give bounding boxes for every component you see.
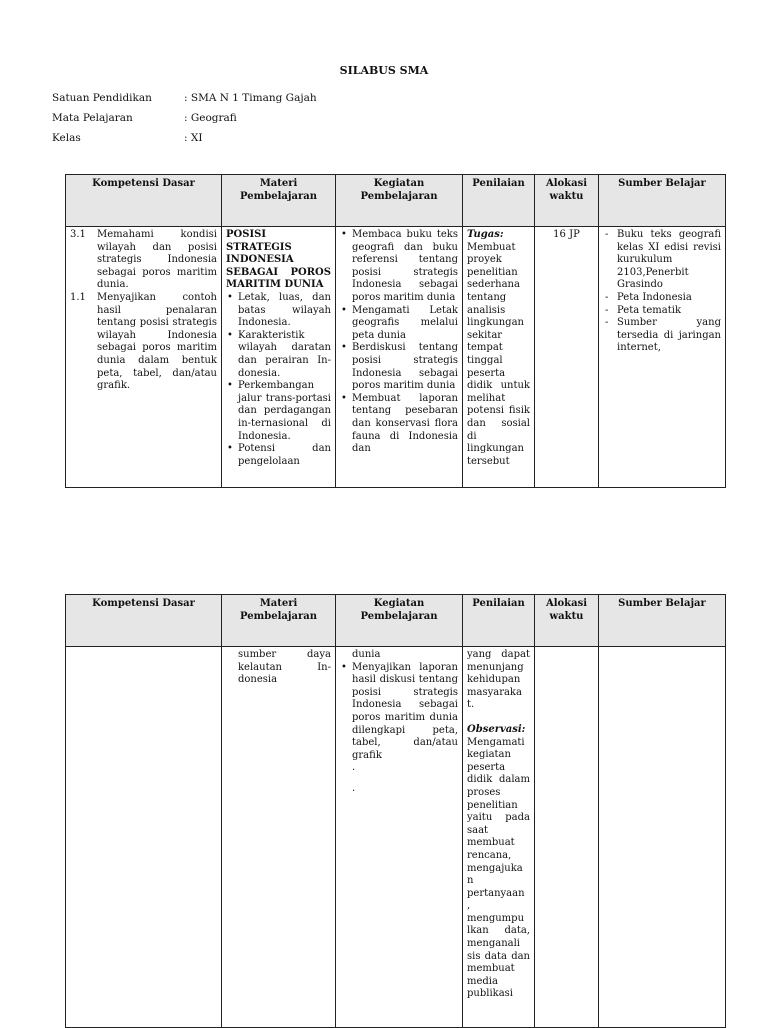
header-materi: Materi Pembelajaran [222,595,336,647]
cell-kompetensi-dasar [66,227,222,488]
list-item: • Potensi dan pengelolaan [226,443,331,468]
materi-list [226,292,331,468]
cell-penilaian [463,227,535,488]
kd-text: Menyajikan contoh hasil penalaran tentang posisi strategis wilayah Indonesia sebagai poros maritim dunia dalam bentuk peta, tabel, dan/atau grafik. [97,291,217,392]
meta-value: : SMA N 1 Timang Gajah [184,92,317,104]
penilaian-continuation: yang dapat menunjang kehidupan masyaraka t. [467,649,530,711]
meta-row-satuan [52,88,317,108]
cell-alokasi: 16 JP [535,227,599,488]
header-alokasi: Alokasi waktu [535,175,599,227]
list-item: • Membaca buku teks geografi dan buku referensi tentang posisi strategis Indonesia sebagai poros maritim dunia [340,229,458,305]
syllabus-table-1 [65,174,726,488]
kegiatan-list [340,662,458,763]
header-sumber: Sumber Belajar [599,175,726,227]
header-sumber: Sumber Belajar [599,595,726,647]
cell-sumber [599,227,726,488]
list-item: • Membuat laporan tentang pesebaran dan konservasi flora fauna di Indonesia dan [340,393,458,456]
meta-label: Kelas [52,132,81,144]
meta-label: Satuan Pendidikan [52,92,152,104]
kegiatan-dot: . [352,762,356,774]
table-row [66,227,726,488]
kegiatan-continuation: dunia [352,649,381,660]
header-penilaian: Penilaian [463,175,535,227]
list-item: - Buku teks geografi kelas XI edisi revisi kurukulum 2103,Penerbit Grasindo [603,229,721,292]
header-kegiatan: Kegiatan Pembelajaran [336,175,463,227]
meta-row-mapel [52,108,317,128]
observasi-label: Observasi: [467,723,526,735]
meta-value: : Geografi [184,112,237,124]
cell-materi [222,647,336,1028]
cell-kompetensi-dasar [66,647,222,1028]
cell-kegiatan [336,647,463,1028]
list-item: • Karakteristik wilayah daratan dan perairan In-donesia. [226,330,331,380]
list-item: • Perkembangan jalur trans-portasi dan perdagangan in-ternasional di Indonesia. [226,380,331,443]
list-item: • Mengamati Letak geografis melalui peta dunia [340,305,458,343]
list-item: - Sumber yang tersedia di jaringan internet, [603,317,721,355]
list-item: • Letak, luas, dan batas wilayah Indonesia. [226,292,331,330]
kegiatan-list [340,229,458,456]
meta-row-kelas [52,128,317,148]
header-materi: Materi Pembelajaran [222,175,336,227]
cell-penilaian [463,647,535,1028]
header-alokasi: Alokasi waktu [535,595,599,647]
kd-text: Memahami kondisi wilayah dan posisi strategis Indonesia sebagai poros maritim dunia. [97,229,217,291]
materi-title: POSISI STRATEGIS INDONESIA SEBAGAI POROS MARITIM DUNIA [226,229,331,291]
header-kompetensi-dasar: Kompetensi Dasar [66,595,222,647]
observasi-text: Mengamati kegiatan peserta didik dalam proses penelitian yaitu pada saat membuat rencana, mengajuka n pertanyaan , mengumpu lkan data, menganali sis data dan membuat media publikasi [467,736,530,1000]
table-header-row [66,595,726,647]
kd-number: 3.1 [70,229,86,240]
cell-sumber [599,647,726,1028]
header-kompetensi-dasar: Kompetensi Dasar [66,175,222,227]
table-row [66,647,726,1028]
syllabus-table-2 [65,594,726,1028]
cell-alokasi [535,647,599,1028]
document-title: SILABUS SMA [339,64,429,77]
penilaian-text: Membuat proyek penelitian sederhana tentang analisis lingkungan sekitar tempat tinggal peserta didik untuk melihat potensi fisik dan sosial di lingkungan tersebut [467,241,530,467]
list-item: - Peta Indonesia [603,292,721,305]
kd-item [70,229,217,292]
cell-materi [222,227,336,488]
kegiatan-dot: . [352,782,356,794]
header-penilaian: Penilaian [463,595,535,647]
penilaian-label: Tugas: [467,229,504,240]
materi-continuation: sumber daya kelautan In-donesia [238,649,331,686]
list-item: - Peta tematik [603,305,721,318]
meta-value: : XI [184,132,203,144]
meta-label: Mata Pelajaran [52,112,133,124]
table-header-row [66,175,726,227]
cell-kegiatan [336,227,463,488]
sumber-list [603,229,721,355]
kd-item [70,292,217,393]
list-item: • Berdiskusi tentang posisi strategis Indonesia sebagai poros maritim dunia [340,342,458,392]
document-meta [52,88,317,148]
header-kegiatan: Kegiatan Pembelajaran [336,595,463,647]
kd-number: 1.1 [70,291,86,303]
list-item: • Menyajikan laporan hasil diskusi tentang posisi strategis Indonesia sebagai poros maritim dunia dilengkapi peta, tabel, dan/atau grafik [340,662,458,763]
